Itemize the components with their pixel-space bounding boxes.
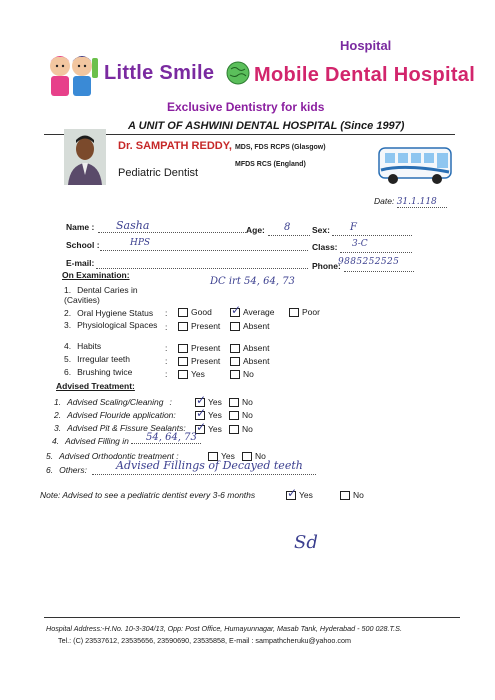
phone-value: 9885252525 bbox=[338, 257, 400, 267]
doctor-quals2: MFDS RCS (England) bbox=[235, 161, 306, 168]
advised-label: Advised Filling in bbox=[65, 436, 129, 446]
advised-label: Advised Scaling/Cleaning bbox=[67, 397, 164, 407]
no-label: No bbox=[242, 397, 253, 407]
exam-colon-6: : bbox=[165, 369, 168, 379]
opt-absent[interactable] bbox=[230, 356, 269, 366]
checkbox-no[interactable] bbox=[229, 411, 239, 420]
opt-label: Present bbox=[191, 356, 221, 366]
exam-item-5 bbox=[64, 354, 130, 364]
checkbox-average[interactable] bbox=[230, 308, 240, 317]
opt-no[interactable] bbox=[230, 369, 254, 379]
checkbox-absent[interactable] bbox=[230, 357, 240, 366]
doctor-role: Pediatric Dentist bbox=[118, 167, 199, 179]
age-label: Age: bbox=[246, 225, 265, 235]
exam-label: Habits bbox=[77, 341, 102, 351]
sex-line bbox=[332, 225, 412, 236]
checkbox-good[interactable] bbox=[178, 308, 188, 317]
doctor-photo bbox=[64, 129, 106, 185]
date-value: 31.1.118 bbox=[397, 197, 447, 208]
footer-address: Hospital Address:-H.No. 10-3-304/13, Opp: Post Office, Humayunnagar, Masab Tank, Hyderabad - 500 028.T.S. bbox=[46, 624, 402, 633]
exam-item-3 bbox=[64, 320, 164, 330]
opt-label: Average bbox=[243, 307, 275, 317]
unit-line: A UNIT OF ASHWINI DENTAL HOSPITAL (Since 1997) bbox=[128, 120, 405, 132]
advised-label: Advised Flouride application: bbox=[67, 410, 176, 420]
checkbox-present[interactable] bbox=[178, 357, 188, 366]
phone-label: Phone: bbox=[312, 261, 341, 271]
globe-icon bbox=[225, 60, 251, 86]
no-label: No bbox=[242, 424, 253, 434]
email-label: E-mail: bbox=[66, 258, 95, 268]
checkbox-no[interactable] bbox=[340, 491, 350, 500]
class-value: 3-C bbox=[352, 239, 368, 249]
opt-absent[interactable] bbox=[230, 321, 269, 331]
advised-num: 6. bbox=[46, 465, 54, 475]
opt-label: Yes bbox=[191, 369, 205, 379]
advised-no-3[interactable] bbox=[229, 424, 253, 434]
bus-icon bbox=[375, 144, 457, 188]
date-label: Date: bbox=[374, 196, 395, 206]
exam-label: Dental Caries in (Cavities) bbox=[64, 285, 138, 305]
exam-label: Brushing twice bbox=[77, 367, 133, 377]
exam-note: DC irt 54, 64, 73 bbox=[210, 276, 295, 287]
title-right: Mobile Dental Hospital bbox=[254, 64, 476, 86]
checkbox-present[interactable] bbox=[178, 322, 188, 331]
footer-contact: Tel.: (C) 23537612, 23535656, 23590690, 23535858, E-mail : sampathcheruku@yahoo.com bbox=[58, 636, 351, 645]
yes-label: Yes bbox=[221, 451, 235, 461]
advised-num: 2. bbox=[54, 410, 62, 420]
email-line bbox=[96, 258, 308, 269]
opt-label: Absent bbox=[243, 343, 270, 353]
exam-num: 6. bbox=[64, 367, 72, 377]
no-label: No bbox=[353, 490, 364, 500]
advised-label: Advised Orthodontic treatment : bbox=[59, 451, 179, 461]
name-label: Name : bbox=[66, 222, 95, 232]
exam-num: 4. bbox=[64, 341, 72, 351]
yes-label: Yes bbox=[208, 397, 222, 407]
checkbox-no[interactable] bbox=[230, 370, 240, 379]
advised-no-2[interactable] bbox=[229, 410, 253, 420]
exam-num: 2. bbox=[64, 308, 72, 318]
advised-num: 1. bbox=[54, 397, 62, 407]
exam-colon-3: : bbox=[165, 322, 168, 332]
opt-present[interactable] bbox=[178, 343, 220, 353]
doctor-quals1: MDS, FDS RCPS (Glasgow) bbox=[234, 144, 326, 151]
exam-num: 3. bbox=[64, 320, 72, 330]
advised-num: 4. bbox=[52, 436, 60, 446]
footer-rule bbox=[44, 617, 460, 618]
class-label: Class: bbox=[312, 242, 338, 252]
date-field bbox=[374, 196, 447, 208]
checkbox-absent[interactable] bbox=[230, 344, 240, 353]
doctor-name bbox=[118, 140, 326, 152]
opt-poor[interactable] bbox=[289, 307, 320, 317]
exam-num: 1. bbox=[64, 285, 72, 295]
exam-num: 5. bbox=[64, 354, 72, 364]
no-label: No bbox=[255, 451, 266, 461]
opt-good[interactable] bbox=[178, 307, 212, 317]
opt-yes[interactable] bbox=[178, 369, 205, 379]
exam-item-2 bbox=[64, 308, 153, 318]
sex-value: F bbox=[350, 222, 357, 233]
exam-label: Oral Hygiene Status bbox=[77, 308, 154, 318]
exam-label: Irregular teeth bbox=[77, 354, 131, 364]
advised-yes-3[interactable] bbox=[195, 424, 222, 434]
yes-label: Yes bbox=[299, 490, 313, 500]
exam-item-4 bbox=[64, 341, 101, 351]
advised-item-1: 1. Advised Scaling/Cleaning : bbox=[54, 397, 172, 407]
exam-colon-4: : bbox=[165, 343, 168, 353]
checkbox-no[interactable] bbox=[229, 425, 239, 434]
others-value: Advised Fillings of Decayed teeth bbox=[116, 459, 303, 472]
class-line bbox=[340, 242, 412, 253]
advised-item-6 bbox=[46, 465, 87, 475]
opt-label: No bbox=[243, 369, 254, 379]
opt-label: Absent bbox=[243, 356, 270, 366]
age-value: 8 bbox=[284, 222, 291, 233]
tagline: Exclusive Dentistry for kids bbox=[167, 100, 325, 114]
advised-no-1[interactable] bbox=[229, 397, 253, 407]
opt-present[interactable] bbox=[178, 356, 220, 366]
no-label: No bbox=[242, 410, 253, 420]
opt-label: Present bbox=[191, 343, 221, 353]
opt-average[interactable] bbox=[230, 307, 275, 317]
checkbox-present[interactable] bbox=[178, 344, 188, 353]
opt-label: Good bbox=[191, 307, 212, 317]
advised-num: 5. bbox=[46, 451, 54, 461]
note-text: Note: Advised to see a pediatric dentist every 3-6 months bbox=[40, 490, 256, 500]
note-no[interactable] bbox=[340, 490, 364, 500]
exam-colon-2: : bbox=[165, 308, 168, 318]
opt-label: Present bbox=[191, 321, 221, 331]
exam-colon-5: : bbox=[165, 356, 168, 366]
advised-heading: Advised Treatment: bbox=[56, 381, 135, 391]
kids-logo bbox=[42, 52, 102, 104]
opt-absent[interactable] bbox=[230, 343, 269, 353]
exam-item-1 bbox=[64, 285, 174, 305]
checkbox-absent[interactable] bbox=[230, 322, 240, 331]
opt-label: Absent bbox=[243, 321, 270, 331]
signature: Sd bbox=[294, 532, 318, 553]
exam-label: Physiological Spaces bbox=[77, 320, 158, 330]
checkbox-yes[interactable] bbox=[195, 411, 205, 420]
yes-label: Yes bbox=[208, 424, 222, 434]
filling-value: 54, 64, 73 bbox=[146, 432, 197, 443]
checkbox-yes[interactable] bbox=[286, 491, 296, 500]
checkbox-no[interactable] bbox=[229, 398, 239, 407]
note-yes[interactable] bbox=[286, 490, 313, 500]
header-top-fragment: Hospital bbox=[340, 38, 392, 53]
title-left: Little Smile bbox=[104, 62, 215, 84]
checkbox-yes[interactable] bbox=[178, 370, 188, 379]
advised-yes-2[interactable] bbox=[195, 410, 222, 420]
yes-label: Yes bbox=[208, 410, 222, 420]
exam-heading: On Examination: bbox=[62, 270, 130, 280]
advised-num: 3. bbox=[54, 423, 62, 433]
advised-item-2 bbox=[54, 410, 176, 420]
opt-present[interactable] bbox=[178, 321, 220, 331]
name-value: Sasha bbox=[116, 219, 150, 232]
advised-label: Advised Pit & Fissure Sealants: bbox=[67, 423, 186, 433]
opt-label: Poor bbox=[302, 307, 320, 317]
sex-label: Sex: bbox=[312, 225, 330, 235]
doctor-name-text: Dr. SAMPATH REDDY, bbox=[118, 140, 232, 152]
advised-label: Others: bbox=[59, 465, 87, 475]
school-value: HPS bbox=[130, 238, 151, 248]
checkbox-poor[interactable] bbox=[289, 308, 299, 317]
school-label: School : bbox=[66, 240, 100, 250]
exam-item-6 bbox=[64, 367, 132, 377]
